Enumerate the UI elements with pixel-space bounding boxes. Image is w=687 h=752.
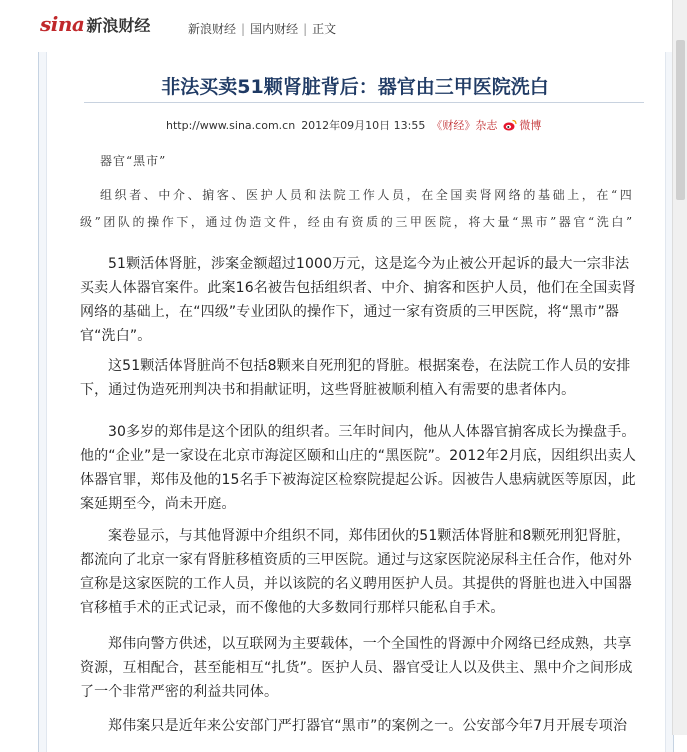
scrollbar-thumb[interactable]: [676, 40, 685, 200]
vertical-scrollbar[interactable]: [672, 0, 687, 735]
breadcrumb-current: 正文: [312, 22, 337, 36]
title-divider: [84, 102, 644, 103]
sina-logo-text: sina: [40, 12, 85, 36]
breadcrumb-separator: |: [241, 22, 246, 36]
article-paragraph: 30多岁的郑伟是这个团队的组织者。三年时间内，他从人体器官掮客成长为操盘手。他的“企业”是一家设在北京市海淀区颐和山庄的“黑医院”。2012年2月底，因组织出卖人体器官罪，郑伟及他的15名手下被海淀区检察院提起公诉。因被告人患病就医等原因，此案延期至今，尚未开庭。: [80, 424, 636, 512]
weibo-link[interactable]: [503, 117, 541, 133]
publish-datetime: 2012年09月10日 13:55: [301, 119, 426, 132]
finance-logo-text: 新浪财经: [86, 15, 151, 35]
breadcrumb: [188, 20, 336, 37]
top-header: [0, 0, 687, 52]
article-paragraph: 郑伟案只是近年来公安部门严打器官“黑市”的案例之一。公安部今年7月开展专项治: [108, 718, 628, 734]
source-url[interactable]: http://www.sina.com.cn: [166, 118, 296, 132]
breadcrumb-separator: |: [303, 22, 308, 36]
article-paragraph: 这51颗活体肾脏尚不包括8颗来自死刑犯的肾脏。根据案卷，在法院工作人员的安排下，通过伪造死刑判决书和捐献证明，这些肾脏被顺利植入有需要的患者体内。: [80, 358, 631, 398]
article-meta: [166, 117, 541, 133]
article-title: 非法买卖51颗肾脏背后：器官由三甲医院洗白: [161, 76, 549, 98]
article-lead: 组织者、中介、掮客、医护人员和法院工作人员，在全国卖肾网络的基础上，在“四级”团队的操作下，通过伪造文件，经由有资质的三甲医院，将大量“黑市”器官“洗白”: [80, 188, 635, 229]
article-paragraph: 案卷显示，与其他肾源中介组织不同，郑伟团伙的51颗活体肾脏和8颗死刑犯肾脏，都流向了北京一家有肾脏移植资质的三甲医院。通过与这家医院泌尿科主任合作，他对外宣称是这家医院的工作人员，并以该院的名义聘用医护人员。其提供的肾脏也进入中国器官移植手术的正式记录，而不像他的大多数同行那样只能私自手术。: [80, 528, 632, 616]
article-paragraph: 51颗活体肾脏，涉案金额超过1000万元，这是迄今为止被公开起诉的最大一宗非法买卖人体器官案件。此案16名被告包括组织者、中介、掮客和医护人员，他们在全国卖肾网络的基础上，在“四级”专业团队的操作下，通过一家有资质的三甲医院，将“黑市”器官“洗白”。: [80, 256, 636, 344]
weibo-icon: [503, 119, 517, 131]
breadcrumb-sina-finance[interactable]: 新浪财经: [188, 22, 237, 36]
weibo-label: 微博: [519, 119, 542, 132]
section-subhead: 器官“黑市”: [100, 154, 167, 168]
article-paragraph: 郑伟向警方供述，以互联网为主要载体，一个全国性的肾源中介网络已经成熟，共享资源，互相配合，甚至能相互“扎货”。医护人员、器官受让人以及供主、黑中介之间形成了一个非常严密的利益共同体。: [80, 636, 633, 700]
breadcrumb-domestic-finance[interactable]: 国内财经: [250, 22, 299, 36]
sina-finance-logo[interactable]: [40, 12, 150, 36]
magazine-source[interactable]: 《财经》杂志: [431, 119, 498, 132]
